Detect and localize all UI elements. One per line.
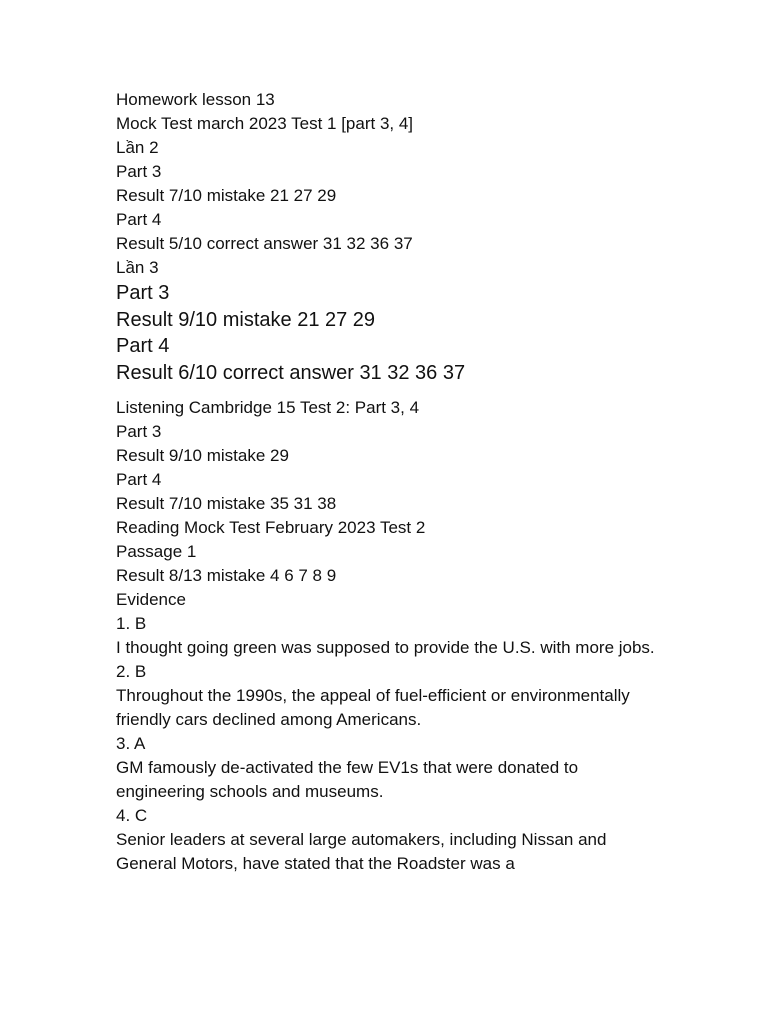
doc-line-large: Result 6/10 correct answer 31 32 36 37 — [116, 361, 466, 384]
evidence-answer: 3. A — [116, 734, 146, 753]
doc-line-large: Result 9/10 mistake 21 27 29 — [116, 308, 376, 331]
doc-line: Result 7/10 mistake 21 27 29 — [116, 186, 337, 205]
doc-line: Lần 2 — [116, 138, 159, 157]
doc-line: Mock Test march 2023 Test 1 [part 3, 4] — [116, 114, 414, 133]
doc-line: Part 3 — [116, 422, 162, 441]
doc-line: Result 8/13 mistake 4 6 7 8 9 — [116, 566, 337, 585]
evidence-text: Senior leaders at several large automakers, including Nissan and General Motors, have stated that the Roadster was a — [116, 830, 607, 873]
doc-line: Part 3 — [116, 162, 162, 181]
doc-line: Reading Mock Test February 2023 Test 2 — [116, 518, 426, 537]
doc-line: Passage 1 — [116, 542, 197, 561]
doc-line: Part 4 — [116, 470, 162, 489]
doc-line: Result 7/10 mistake 35 31 38 — [116, 494, 337, 513]
doc-line: Lần 3 — [116, 258, 159, 277]
evidence-answer: 4. C — [116, 806, 148, 825]
evidence-text: Throughout the 1990s, the appeal of fuel-efficient or environmentally friendly cars declined among Americans. — [116, 686, 630, 729]
evidence-text: GM famously de-activated the few EV1s that were donated to engineering schools and museums. — [116, 758, 579, 801]
doc-line: Result 9/10 mistake 29 — [116, 446, 289, 465]
doc-line-large: Part 3 — [116, 282, 170, 304]
doc-title: Homework lesson 13 — [116, 90, 275, 109]
evidence-answer: 2. B — [116, 662, 147, 681]
paragraph-gap — [116, 386, 656, 396]
evidence-heading: Evidence — [116, 590, 186, 609]
doc-line-large: Part 4 — [116, 335, 170, 357]
doc-line: Listening Cambridge 15 Test 2: Part 3, 4 — [116, 398, 420, 417]
document-body — [116, 88, 656, 876]
doc-line: Part 4 — [116, 210, 162, 229]
evidence-text: I thought going green was supposed to provide the U.S. with more jobs. — [116, 638, 655, 657]
doc-line: Result 5/10 correct answer 31 32 36 37 — [116, 234, 413, 253]
evidence-answer: 1. B — [116, 614, 147, 633]
